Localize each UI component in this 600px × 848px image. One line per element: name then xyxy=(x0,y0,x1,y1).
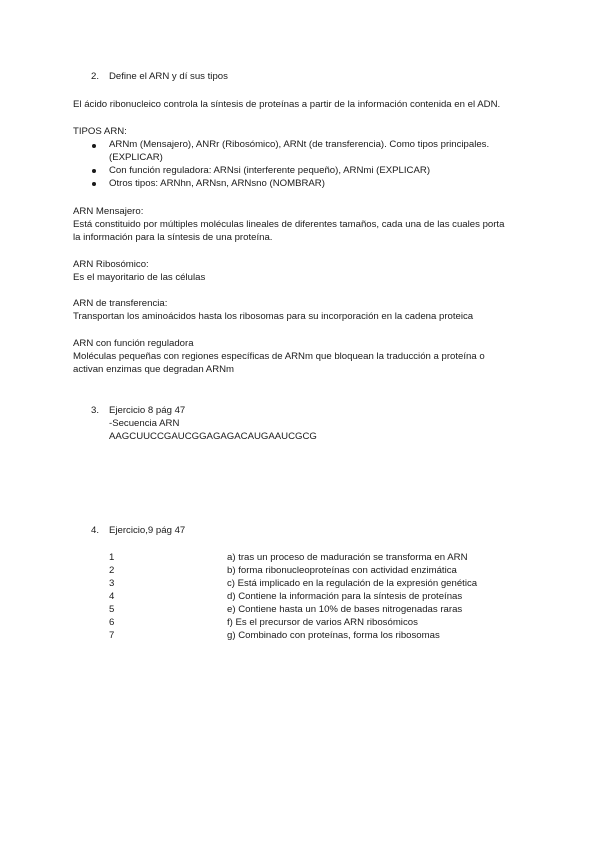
q2-number: 2. xyxy=(91,71,100,82)
rna-sequence: AAGCUUCCGAUCGGAGAGACAUGAAUCGCG xyxy=(109,431,317,442)
q4-number: 4. xyxy=(91,525,100,536)
bullet-1-line1: ARNm (Mensajero), ANRr (Ribosómico), ARNt (de transferencia). Como tipos principales. xyxy=(109,139,490,150)
bullet-dot xyxy=(92,182,96,186)
q3-number: 3. xyxy=(91,405,100,416)
match-number: 4 xyxy=(109,591,115,602)
section-text-line: Es el mayoritario de las células xyxy=(73,272,206,283)
section-text-line: Está constituido por múltiples moléculas lineales de diferentes tamaños, cada una de las cuales porta xyxy=(73,219,505,230)
q2-title: Define el ARN y dí sus tipos xyxy=(109,71,228,82)
section-heading-transferencia: ARN de transferencia: xyxy=(73,298,168,309)
match-answer: b) forma ribonucleoproteínas con actividad enzimática xyxy=(227,565,457,576)
bullet-dot xyxy=(92,169,96,173)
match-answer: a) tras un proceso de maduración se transforma en ARN xyxy=(227,552,468,563)
q2-intro: El ácido ribonucleico controla la síntesis de proteínas a partir de la información contenida en el ADN. xyxy=(73,99,501,110)
match-number: 6 xyxy=(109,617,115,628)
section-heading-mensajero: ARN Mensajero: xyxy=(73,206,144,217)
match-number: 7 xyxy=(109,630,115,641)
match-number: 2 xyxy=(109,565,115,576)
match-answer: e) Contiene hasta un 10% de bases nitrogenadas raras xyxy=(227,604,463,615)
match-number: 3 xyxy=(109,578,115,589)
section-text-line: Transportan los aminoácidos hasta los ribosomas para su incorporación en la cadena proteica xyxy=(73,311,474,322)
match-answer: c) Está implicado en la regulación de la expresión genética xyxy=(227,578,478,589)
match-answer: d) Contiene la información para la síntesis de proteínas xyxy=(227,591,463,602)
section-text-line: la información para la síntesis de una proteína. xyxy=(73,232,273,243)
match-answer: g) Combinado con proteínas, forma los ribosomas xyxy=(227,630,440,641)
section-text-line: Moléculas pequeñas con regiones específicas de ARNm que bloquean la traducción a proteína o xyxy=(73,351,485,362)
match-number: 5 xyxy=(109,604,115,615)
bullet-2-line1: Con función reguladora: ARNsi (interferente pequeño), ARNmi (EXPLICAR) xyxy=(109,165,431,176)
bullet-1-line2: (EXPLICAR) xyxy=(109,152,163,163)
q3-subtitle: -Secuencia ARN xyxy=(109,418,180,429)
bullet-3-line1: Otros tipos: ARNhn, ARNsn, ARNsno (NOMBRAR) xyxy=(109,178,325,189)
types-heading: TIPOS ARN: xyxy=(73,126,127,137)
match-answer: f) Es el precursor de varios ARN ribosómicos xyxy=(227,617,418,628)
section-heading-reguladora: ARN con función reguladora xyxy=(73,338,194,349)
q3-title: Ejercicio 8 pág 47 xyxy=(109,405,186,416)
section-heading-ribosomico: ARN Ribosómico: xyxy=(73,259,149,270)
section-text-line: activan enzimas que degradan ARNm xyxy=(73,364,235,375)
bullet-dot xyxy=(92,144,96,148)
match-number: 1 xyxy=(109,552,115,563)
q4-title: Ejercicio,9 pág 47 xyxy=(109,525,186,536)
